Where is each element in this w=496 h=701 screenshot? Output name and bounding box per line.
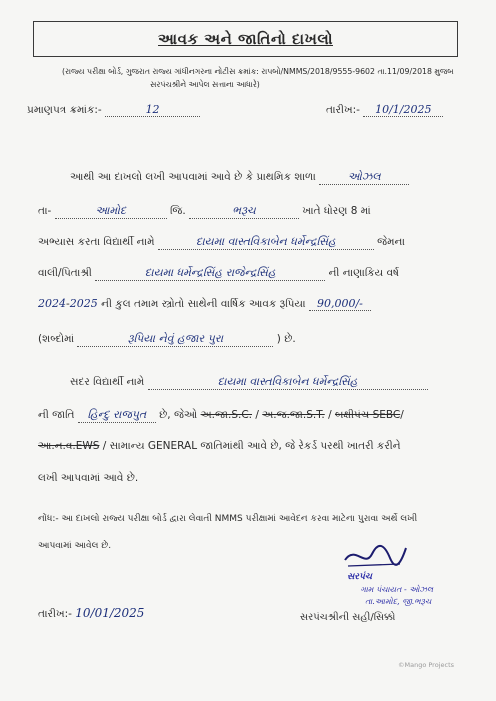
taluka-label: તા- <box>38 205 52 217</box>
para2-text-3: / સામાન્ય GENERAL જાતિમાંથી આવે છે, જે રેકર્ડ પરથી ખાતરી કરીને <box>102 440 401 452</box>
parent-label: વાલી/પિતાશ્રી <box>38 267 92 279</box>
para1-line-2 <box>38 204 371 219</box>
subtitle-line-2: સરપંચશ્રીને આપેલ સત્તાના આધારે) <box>150 80 260 89</box>
certificate-date-label: તારીખ:- <box>326 104 360 116</box>
signature-caption: સરપંચશ્રીની સહી/સિક્કો <box>300 612 396 623</box>
para1-line-5: 2024-2025 ની કુલ તમામ સ્ત્રોતો સાથેની વાર્ષિક આવક રૂપિયા 90,000/- <box>38 297 371 311</box>
taluka-value: આમોદ <box>55 204 167 219</box>
title-box <box>33 21 458 57</box>
para1-text-5: ની નાણાકિય વર્ષ <box>328 267 399 279</box>
bottom-date-value: 10/01/2025 <box>75 606 145 620</box>
para1-line-1 <box>70 170 409 185</box>
certificate-number-row <box>27 103 200 117</box>
district-value: ભરૂચ <box>189 204 299 219</box>
stamp-line-3: તા.આમોદ, જી.ભરૂચ <box>365 597 432 606</box>
para1-text-2: ખાતે ધોરણ 8 માં <box>302 205 371 217</box>
para1-text-6: ની કુલ તમામ સ્ત્રોતો સાથેની વાર્ષિક આવક રૂપિયા <box>101 298 306 310</box>
signature-icon <box>340 540 410 574</box>
para1-text-4: જેમના <box>377 236 405 248</box>
para2-line-2: ની જાતિ હિન્દુ રાજપુત છે, જેઓ અ.જા.S.C. / અ.જ.જા.S.T. / બક્ષીપંચ SEBC/ <box>38 408 404 421</box>
category-sc: અ.જા.S.C. <box>200 409 253 421</box>
bottom-date-label: તારીખ:- <box>38 608 72 620</box>
category-ews: આ.ન.વ.EWS <box>38 440 100 452</box>
category-sebc: બક્ષીપંચ SEBC <box>334 409 401 421</box>
certificate-number-value: 12 <box>145 103 160 116</box>
year-to: 2025 <box>69 297 98 310</box>
words-label: (શબ્દોમાં <box>38 333 75 345</box>
subtitle-line-1: (રાજ્ય પરીક્ષા બોર્ડ, ગુજરાત રાજ્ય ગાંધીનગરના નોટીસ ક્રમાંક: રાપબો/NMMS/2018/9555-9602 તા.11/09/2018 મુજબ <box>62 67 454 76</box>
student-name: દાયમા વાસ્તવિકાબેન ધર્મેન્દ્રસિંહ <box>158 235 374 250</box>
para2-line-3 <box>38 440 401 453</box>
parent-name: દાયમા ધર્મેન્દ્રસિંહ રાજેન્દ્રસિંહ <box>95 266 325 281</box>
para1-text-1: આથી આ દાખલો લખી આપવામાં આવે છે કે પ્રાથમિક શાળા <box>70 171 316 183</box>
certificate-date-row <box>326 103 443 117</box>
school-name: ઓઝલ <box>319 170 409 185</box>
para1-line-6 <box>38 332 296 347</box>
watermark: ©Mango Projects <box>398 661 455 669</box>
category-st: અ.જ.જા.S.T. <box>262 409 325 421</box>
year-from: 2024 <box>38 297 66 310</box>
signature-stamp-block <box>300 540 480 640</box>
income-value: 90,000/- <box>309 297 371 311</box>
para2-text-1: સદર વિદ્યાર્થી નામે <box>70 376 145 388</box>
certificate-number-label: પ્રમાણપત્ર ક્રમાંક:- <box>27 104 102 116</box>
para2-text-2: છે, જેઓ <box>159 409 198 421</box>
district-label: જિ. <box>170 205 186 217</box>
caste-value: હિન્દુ રાજપુત <box>78 408 156 423</box>
para2-student-name: દાયમા વાસ્તવિકાબેન ધર્મેન્દ્રસિંહ <box>148 375 428 390</box>
income-in-words: રૂપિયા નેવું હજાર પુરા <box>77 332 273 347</box>
para2-line-1 <box>70 375 428 390</box>
para2-line-4: લખી આપવામાં આવે છે. <box>38 472 139 484</box>
bottom-date-row <box>38 606 144 621</box>
certificate-title: આવક અને જાતિનો દાખલો <box>158 30 333 48</box>
caste-label: ની જાતિ <box>38 409 75 421</box>
para1-text-7: ) છે. <box>276 333 296 345</box>
stamp-line-2: ગામ પંચાયત - ઓઝલ <box>360 585 434 594</box>
note-line-1: નોંધ:- આ દાખલો રાજ્ય પરીક્ષા બોર્ડ દ્વારા લેવાતી NMMS પરીક્ષામાં આવેદન કરવા માટેના પુરાવા અર્થે લખી <box>38 514 418 524</box>
certificate-date-value: 10/1/2025 <box>363 103 443 117</box>
stamp-title: સરપંચ <box>347 572 372 582</box>
para1-text-3: અભ્યાસ કરતા વિદ્યાર્થી નામે <box>38 236 155 248</box>
para1-line-4 <box>38 266 399 281</box>
para1-line-3 <box>38 235 405 250</box>
note-line-2: આપવામાં આવેલ છે. <box>38 541 112 551</box>
